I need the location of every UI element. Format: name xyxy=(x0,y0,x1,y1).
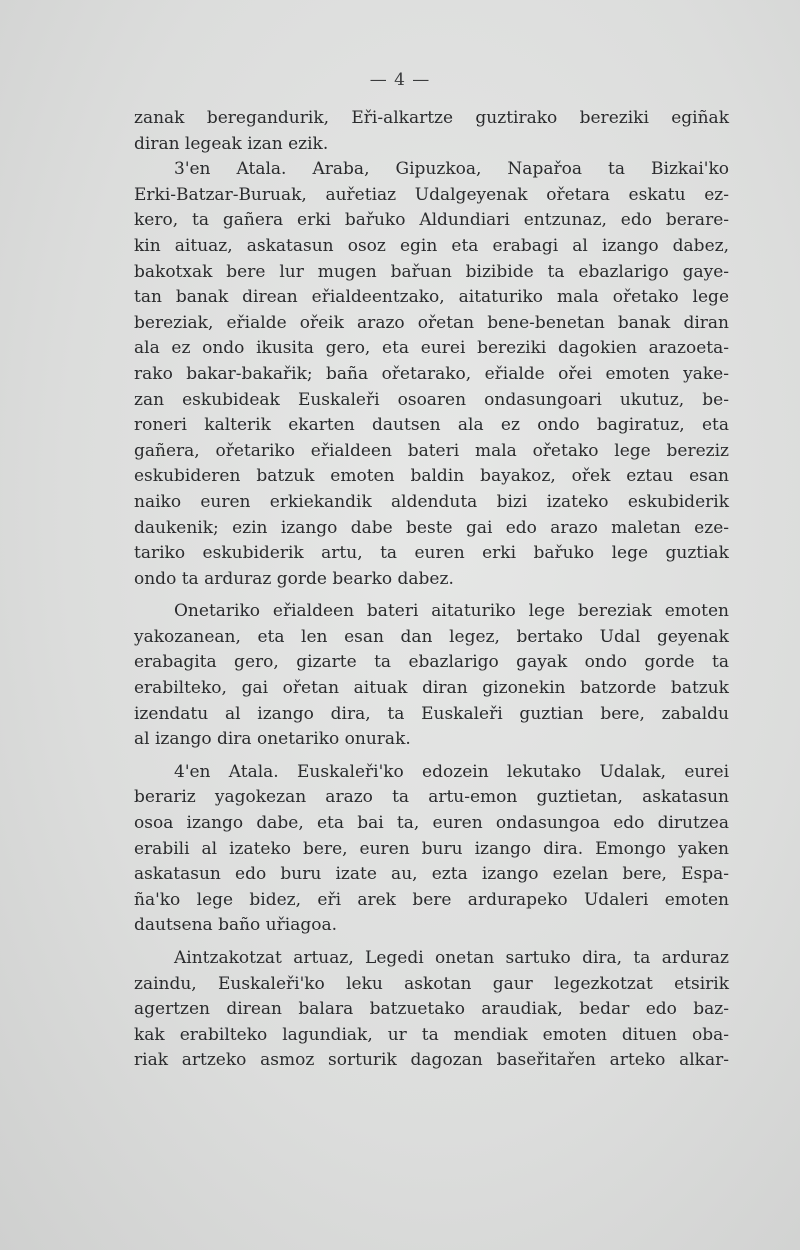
text-line: bakotxak bere lur mugen bařuan bizibide ta ebazlarigo gaye- xyxy=(134,261,729,282)
text-line: tariko eskubiderik artu, ta euren erki bařuko lege guztiak xyxy=(134,543,729,564)
text-line: kin aituaz, askatasun osoz egin eta erabagi al izango dabez, xyxy=(134,235,729,256)
paragraph xyxy=(134,106,729,157)
text-line: osoa izango dabe, eta bai ta, euren ondasungoa edo dirutzea xyxy=(134,813,729,834)
paragraph xyxy=(134,760,729,939)
text-line: erabagita gero, gizarte ta ebazlarigo gayak ondo gorde ta xyxy=(134,652,729,673)
text-line: Aintzakotzat artuaz, Legedi onetan sartuko dira, ta arduraz xyxy=(174,948,729,968)
text-line: yakozanean, eta len esan dan legez, bertako Udal geyenak xyxy=(134,626,729,647)
text-line: berariz yagokezan arazo ta artu-emon guztietan, askatasun xyxy=(134,787,729,808)
paragraph xyxy=(134,599,729,753)
text-line: ondo ta arduraz gorde bearko dabez. xyxy=(134,568,454,589)
text-line: bereziak, eřialde ořeik arazo ořetan bene-benetan banak diran xyxy=(134,312,729,333)
text-line: Onetariko eřialdeen bateri aitaturiko lege bereziak emoten xyxy=(174,601,729,622)
text-line: gañera, ořetariko eřialdeen bateri mala ořetako lege bereziz xyxy=(134,440,729,461)
text-line: 4'en Atala. Euskaleři'ko edozein lekutako Udalak, eurei xyxy=(174,761,729,782)
text-line: zaindu, Euskaleři'ko leku askotan gaur legezkotzat etsirik xyxy=(134,973,729,994)
text-line: al izango dira onetariko onurak. xyxy=(134,729,411,750)
text-line: 3'en Atala. Araba, Gipuzkoa, Napařoa ta Bizkai'ko xyxy=(174,159,729,180)
text-line: zan eskubideak Euskaleři osoaren ondasungoari ukutuz, be- xyxy=(134,389,729,410)
text-line: askatasun edo buru izate au, ezta izango ezelan bere, Espa- xyxy=(134,864,729,885)
text-line: zanak beregandurik, Eři-alkartze guztirako bereziki egiñak xyxy=(134,108,729,128)
text-line: erabilteko, gai ořetan aituak diran gizonekin batzorde batzuk xyxy=(134,678,729,699)
text-line: diran legeak izan ezik. xyxy=(134,133,329,154)
text-line: kak erabilteko lagundiak, ur ta mendiak emoten dituen oba- xyxy=(134,1024,729,1045)
text-line: eskubideren batzuk emoten baldin bayakoz, ořek eztau esan xyxy=(134,466,729,487)
text-line: riak artzeko asmoz sorturik dagozan baseřitařen arteko alkar- xyxy=(134,1050,729,1071)
text-line: ala ez ondo ikusita gero, eta eurei bereziki dagokien arazoeta- xyxy=(134,338,729,359)
text-line: kero, ta gañera erki bařuko Aldundiari entzunaz, edo berare- xyxy=(134,210,729,231)
body-text xyxy=(134,106,729,1074)
text-line: naiko euren erkiekandik aldenduta bizi izateko eskubiderik xyxy=(134,491,729,512)
text-line: daukenik; ezin izango dabe beste gai edo arazo maletan eze- xyxy=(134,517,729,538)
paragraph xyxy=(134,157,729,592)
paragraph xyxy=(134,946,729,1074)
text-line: roneri kalterik ekarten dautsen ala ez ondo bagiratuz, eta xyxy=(134,415,729,436)
text-line: Erki-Batzar-Buruak, auřetiaz Udalgeyenak ořetara eskatu ez- xyxy=(134,184,729,205)
text-line: tan banak direan eřialdeentzako, aitaturiko mala ořetako lege xyxy=(134,287,729,308)
text-line: erabili al izateko bere, euren buru izango dira. Emongo yaken xyxy=(134,838,729,859)
text-line: dautsena baño uřiagoa. xyxy=(134,915,337,936)
text-line: ña'ko lege bidez, eři arek bere ardurapeko Udaleri emoten xyxy=(134,889,729,910)
text-line: rako bakar-bakařik; baña ořetarako, eřialde ořei emoten yake- xyxy=(134,363,729,384)
page-number: — 4 — xyxy=(369,70,431,90)
text-line: agertzen direan balara batzuetako araudiak, bedar edo baz- xyxy=(134,999,729,1020)
text-line: izendatu al izango dira, ta Euskaleři guztian bere, zabaldu xyxy=(134,703,729,724)
